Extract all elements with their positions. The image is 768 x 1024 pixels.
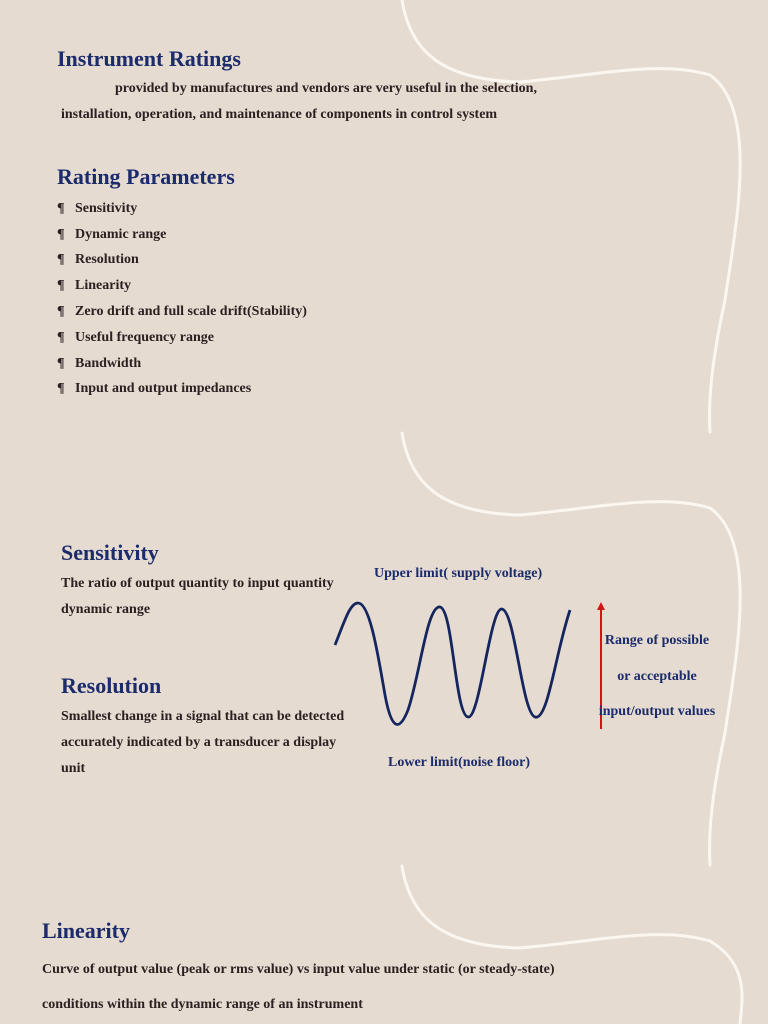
- linearity-title: Linearity: [42, 918, 130, 943]
- intro-line-1: provided by manufactures and vendors are very useful in the selection,: [115, 81, 537, 96]
- parameter-label: Bandwidth: [75, 355, 142, 371]
- range-label-line-2: or acceptable: [617, 669, 697, 684]
- list-item: [57, 351, 307, 377]
- pilcrow-icon: ¶: [57, 355, 65, 371]
- rating-parameters-list: [57, 196, 307, 402]
- resolution-line-2: accurately indicated by a transducer a display: [61, 735, 337, 750]
- parameter-label: Resolution: [75, 252, 139, 268]
- pilcrow-icon: ¶: [57, 304, 65, 320]
- pilcrow-icon: ¶: [57, 278, 65, 294]
- sine-wave-path: [335, 603, 570, 724]
- resolution-line-1: Smallest change in a signal that can be detected: [61, 709, 345, 724]
- lower-limit-label: Lower limit(noise floor): [388, 755, 531, 770]
- list-item: [57, 222, 307, 248]
- pilcrow-icon: ¶: [57, 252, 65, 268]
- parameter-label: Useful frequency range: [75, 329, 214, 345]
- pilcrow-icon: ¶: [57, 200, 65, 216]
- pilcrow-icon: ¶: [57, 329, 65, 345]
- instrument-ratings-title: Instrument Ratings: [57, 46, 241, 71]
- intro-line-2: installation, operation, and maintenance of components in control system: [61, 107, 498, 122]
- parameter-label: Linearity: [75, 278, 131, 294]
- list-item: [57, 299, 307, 325]
- parameter-label: Input and output impedances: [75, 381, 252, 397]
- resolution-title: Resolution: [61, 673, 162, 698]
- resolution-line-3: unit: [61, 761, 86, 776]
- upper-limit-label: Upper limit( supply voltage): [374, 566, 543, 581]
- sensitivity-title: Sensitivity: [61, 540, 159, 565]
- list-item: [57, 325, 307, 351]
- list-item: [57, 273, 307, 299]
- sensitivity-line-1: The ratio of output quantity to input quantity: [61, 576, 334, 591]
- parameter-label: Zero drift and full scale drift(Stability): [75, 304, 307, 320]
- linearity-line-2: conditions within the dynamic range of an instrument: [42, 997, 363, 1012]
- parameter-label: Dynamic range: [75, 226, 167, 242]
- sensitivity-line-2: dynamic range: [61, 602, 151, 617]
- linearity-line-1: Curve of output value (peak or rms value) vs input value under static (or steady-state): [42, 962, 555, 977]
- rating-parameters-title: Rating Parameters: [57, 164, 235, 189]
- pilcrow-icon: ¶: [57, 381, 65, 397]
- list-item: [57, 196, 307, 222]
- range-label-line-3: input/output values: [598, 704, 716, 719]
- list-item: [57, 248, 307, 274]
- sine-wave: [330, 595, 580, 735]
- pilcrow-icon: ¶: [57, 226, 65, 242]
- range-label-line-1: Range of possible: [604, 633, 710, 648]
- parameter-label: Sensitivity: [75, 200, 138, 216]
- list-item: [57, 377, 307, 403]
